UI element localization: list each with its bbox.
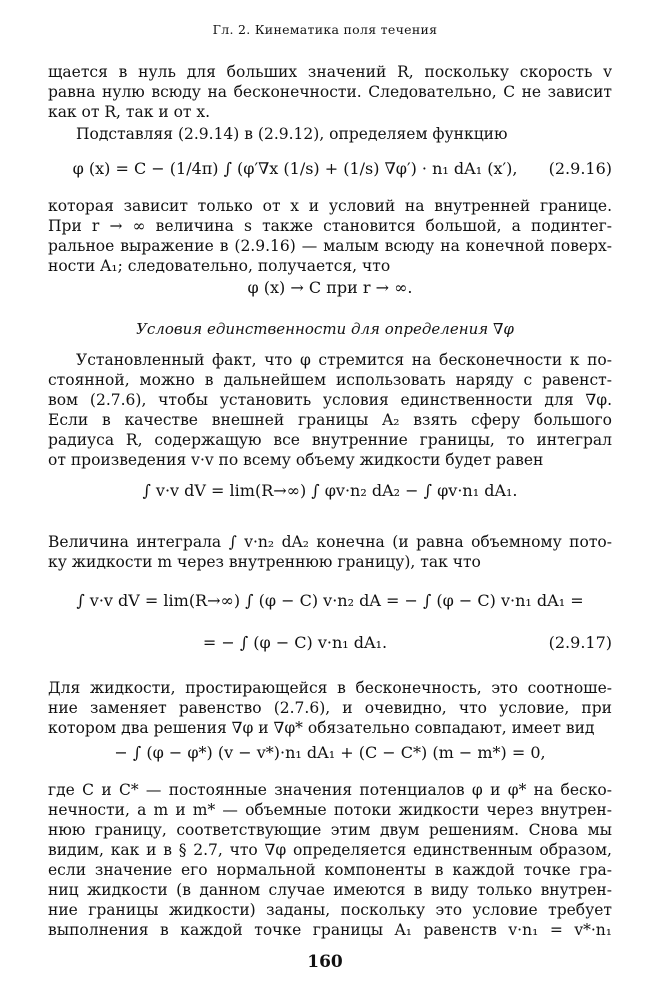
paragraph-5: [48, 532, 612, 572]
text-line: радиуса R, содержащую все внутренние границы, то интеграл: [48, 431, 612, 449]
text-line: нюю границу, соответствующие этим двум решениям. Снова мы: [48, 821, 612, 839]
text-line: котором два решения ∇φ и ∇φ* обязательно совпадают, имеет вид: [48, 719, 595, 737]
text-line: ниц жидкости (в данном случае имеются в виду только внутрен-: [48, 881, 612, 899]
page-number: 160: [307, 952, 343, 972]
text-line: ние заменяет равенство (2.7.6), и очевидно, что условие, при: [48, 699, 612, 717]
text-line: Установленный факт, что φ стремится на бесконечности к по-: [76, 351, 612, 369]
text-line: если значение его нормальной компоненты в каждой точке гра-: [48, 861, 612, 879]
equation-limit: φ (x) → C при r → ∞.: [247, 278, 413, 297]
text-line: выполнения в каждой точке границы A₁ равенств v·n₁ = v*·n₁: [48, 921, 612, 939]
equation-body: = − ∫ (φ − C) v·n₁ dA₁.: [202, 633, 388, 652]
equation-body: φ (x) = C − (1/4π) ∫ (φ′∇x (1/s) + (1/s) ∇φ′) · n₁ dA₁ (x′),: [72, 159, 518, 178]
equation-integral-vv: ∫ v·v dV = lim(R→∞) ∫ φv·n₂ dA₂ − ∫ φv·n₁ dA₁.: [142, 481, 518, 500]
text-line: При r → ∞ величина s также становится большой, а подинтег-: [48, 217, 612, 235]
text-line: нечности, а m и m* — объемные потоки жидкости через внутрен-: [48, 801, 612, 819]
text-line: от произведения v·v по всему объему жидкости будет равен: [48, 451, 544, 469]
equation-2-9-17-line-1: ∫ v·v dV = lim(R→∞) ∫ (φ − C) v·n₂ dA = − ∫ (φ − C) v·n₁ dA₁ =: [76, 591, 584, 610]
text-line: ние границы жидкости) заданы, поскольку это условие требует: [48, 901, 612, 919]
equation-2-9-17-line-2: [48, 632, 612, 654]
text-line: где C и C* — постоянные значения потенциалов φ и φ* на беско-: [48, 781, 612, 799]
text-line: стоянной, можно в дальнейшем использовать наряду с равенст-: [48, 371, 612, 389]
equation-number: (2.9.16): [548, 159, 612, 178]
text-line: ку жидкости m через внутреннюю границу), так что: [48, 553, 481, 571]
section-subheading: Условия единственности для определения ∇φ: [136, 320, 514, 338]
text-line: щается в нуль для больших значений R, поскольку скорость v: [48, 63, 612, 81]
equation-2-9-16: [48, 158, 612, 180]
text-line: которая зависит только от x и условий на внутренней границе.: [48, 197, 612, 215]
text-line: Если в качестве внешней границы A₂ взять сферу большого: [48, 411, 612, 429]
paragraph-6: [48, 678, 612, 738]
text-line: ности A₁; следовательно, получается, что: [48, 257, 391, 275]
paragraph-4: [48, 350, 612, 470]
text-line: вом (2.7.6), чтобы установить условия единственности для ∇φ.: [48, 391, 612, 409]
text-line: ральное выражение в (2.9.16) — малым всюду на конечной поверх-: [48, 237, 612, 255]
text-line: равна нулю всюду на бесконечности. Следовательно, C не зависит: [48, 83, 612, 101]
equation-uniqueness: − ∫ (φ − φ*) (v − v*)·n₁ dA₁ + (C − C*) (m − m*) = 0,: [114, 743, 546, 762]
text-line: Величина интеграла ∫ v·n₂ dA₂ конечна (и равна объемному пото-: [48, 533, 612, 551]
text-line: видим, как и в § 2.7, что ∇φ определяется единственным образом,: [48, 841, 612, 859]
equation-number: (2.9.17): [548, 633, 612, 652]
text-line: Для жидкости, простирающейся в бесконечность, это соотноше-: [48, 679, 612, 697]
running-header: Гл. 2. Кинематика поля течения: [212, 22, 438, 37]
paragraph-3: [48, 196, 612, 276]
paragraph-2: [48, 124, 612, 144]
text-line: Подставляя (2.9.14) в (2.9.12), определяем функцию: [76, 125, 508, 143]
text-line: как от R, так и от x.: [48, 103, 211, 121]
paragraph-7: [48, 780, 612, 940]
paragraph-1: [48, 62, 612, 122]
